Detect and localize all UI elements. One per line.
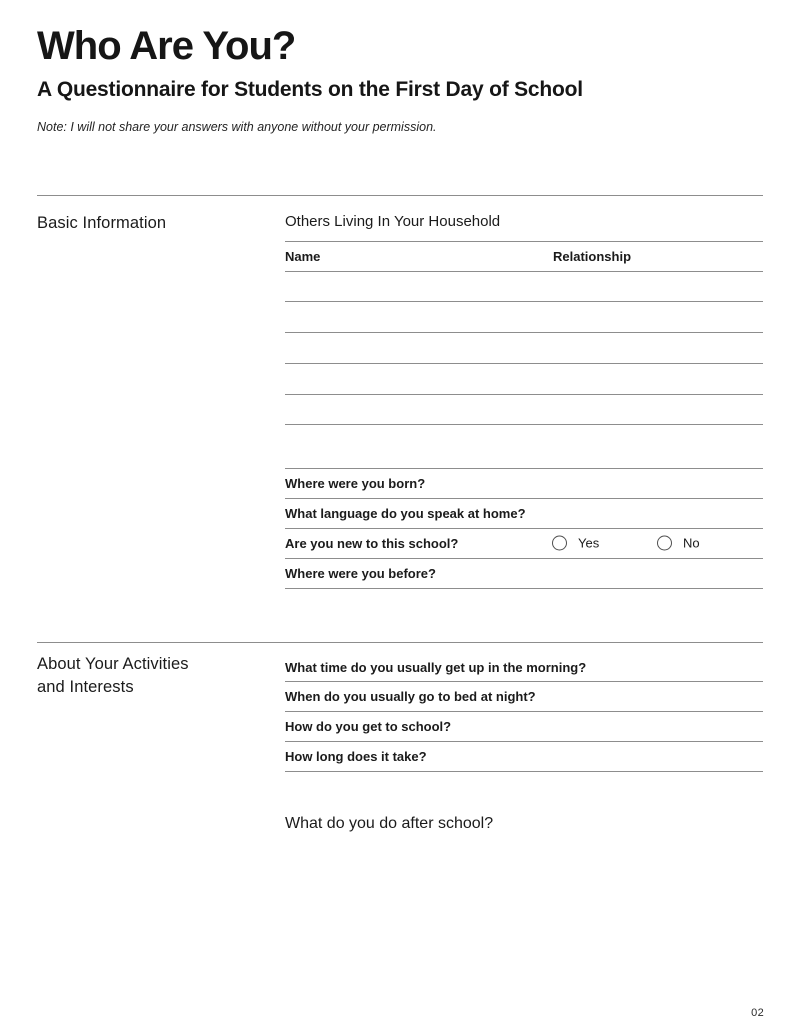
column-header-name: Name	[285, 248, 321, 264]
activities-interests-heading	[37, 653, 285, 699]
basic-information-heading	[37, 212, 285, 235]
section-basic-information	[37, 196, 763, 589]
household-header-row	[285, 241, 763, 272]
section-heading-column	[37, 212, 285, 589]
radio-option-yes[interactable]	[552, 536, 599, 551]
section-heading-column	[37, 653, 285, 834]
basic-information-content	[285, 212, 763, 589]
household-blank-row[interactable]	[285, 395, 763, 426]
household-table	[285, 212, 763, 425]
column-header-relationship: Relationship	[553, 248, 632, 264]
page-subtitle: A Questionnaire for Students on the First Day of School	[37, 78, 583, 101]
page-number: 02	[751, 1007, 764, 1019]
household-title: Others Living In Your Household	[285, 213, 501, 230]
question-row-language[interactable]	[285, 499, 763, 529]
question-label: How do you get to school?	[285, 719, 452, 735]
household-blank-row[interactable]	[285, 272, 763, 303]
question-row-new-to-school	[285, 529, 763, 559]
basic-questions-group	[285, 468, 763, 588]
page-title: Who Are You?	[37, 24, 296, 68]
radio-label-no: No	[683, 535, 700, 551]
question-label: When do you usually go to bed at night?	[285, 689, 536, 705]
heading-line: and Interests	[37, 677, 134, 696]
household-blank-row[interactable]	[285, 364, 763, 395]
question-label: What time do you usually get up in the morning?	[285, 659, 587, 675]
question-row-how-long[interactable]	[285, 742, 763, 772]
activities-questions-group	[285, 653, 763, 772]
household-blank-row[interactable]	[285, 302, 763, 333]
activities-content	[285, 653, 763, 834]
radio-option-no[interactable]	[657, 536, 700, 551]
question-row-born[interactable]	[285, 469, 763, 499]
privacy-note: Note: I will not share your answers with anyone without your permission.	[37, 120, 437, 134]
open-question-after-school: What do you do after school?	[285, 814, 494, 832]
section-activities-interests	[37, 643, 763, 834]
heading-line: Basic Information	[37, 214, 167, 232]
question-label: What language do you speak at home?	[285, 506, 526, 522]
household-blank-row[interactable]	[285, 333, 763, 364]
radio-circle-icon[interactable]	[657, 536, 672, 551]
question-row-get-up[interactable]	[285, 653, 763, 683]
question-label: Are you new to this school?	[285, 535, 459, 551]
question-row-bed-time[interactable]	[285, 682, 763, 712]
radio-label-yes: Yes	[578, 535, 600, 551]
radio-circle-icon[interactable]	[552, 536, 567, 551]
heading-line: About Your Activities	[37, 654, 189, 673]
question-label: How long does it take?	[285, 748, 427, 764]
question-row-get-to-school[interactable]	[285, 712, 763, 742]
question-label: Where were you born?	[285, 476, 426, 492]
question-row-where-before[interactable]	[285, 559, 763, 589]
question-label: Where were you before?	[285, 565, 436, 581]
